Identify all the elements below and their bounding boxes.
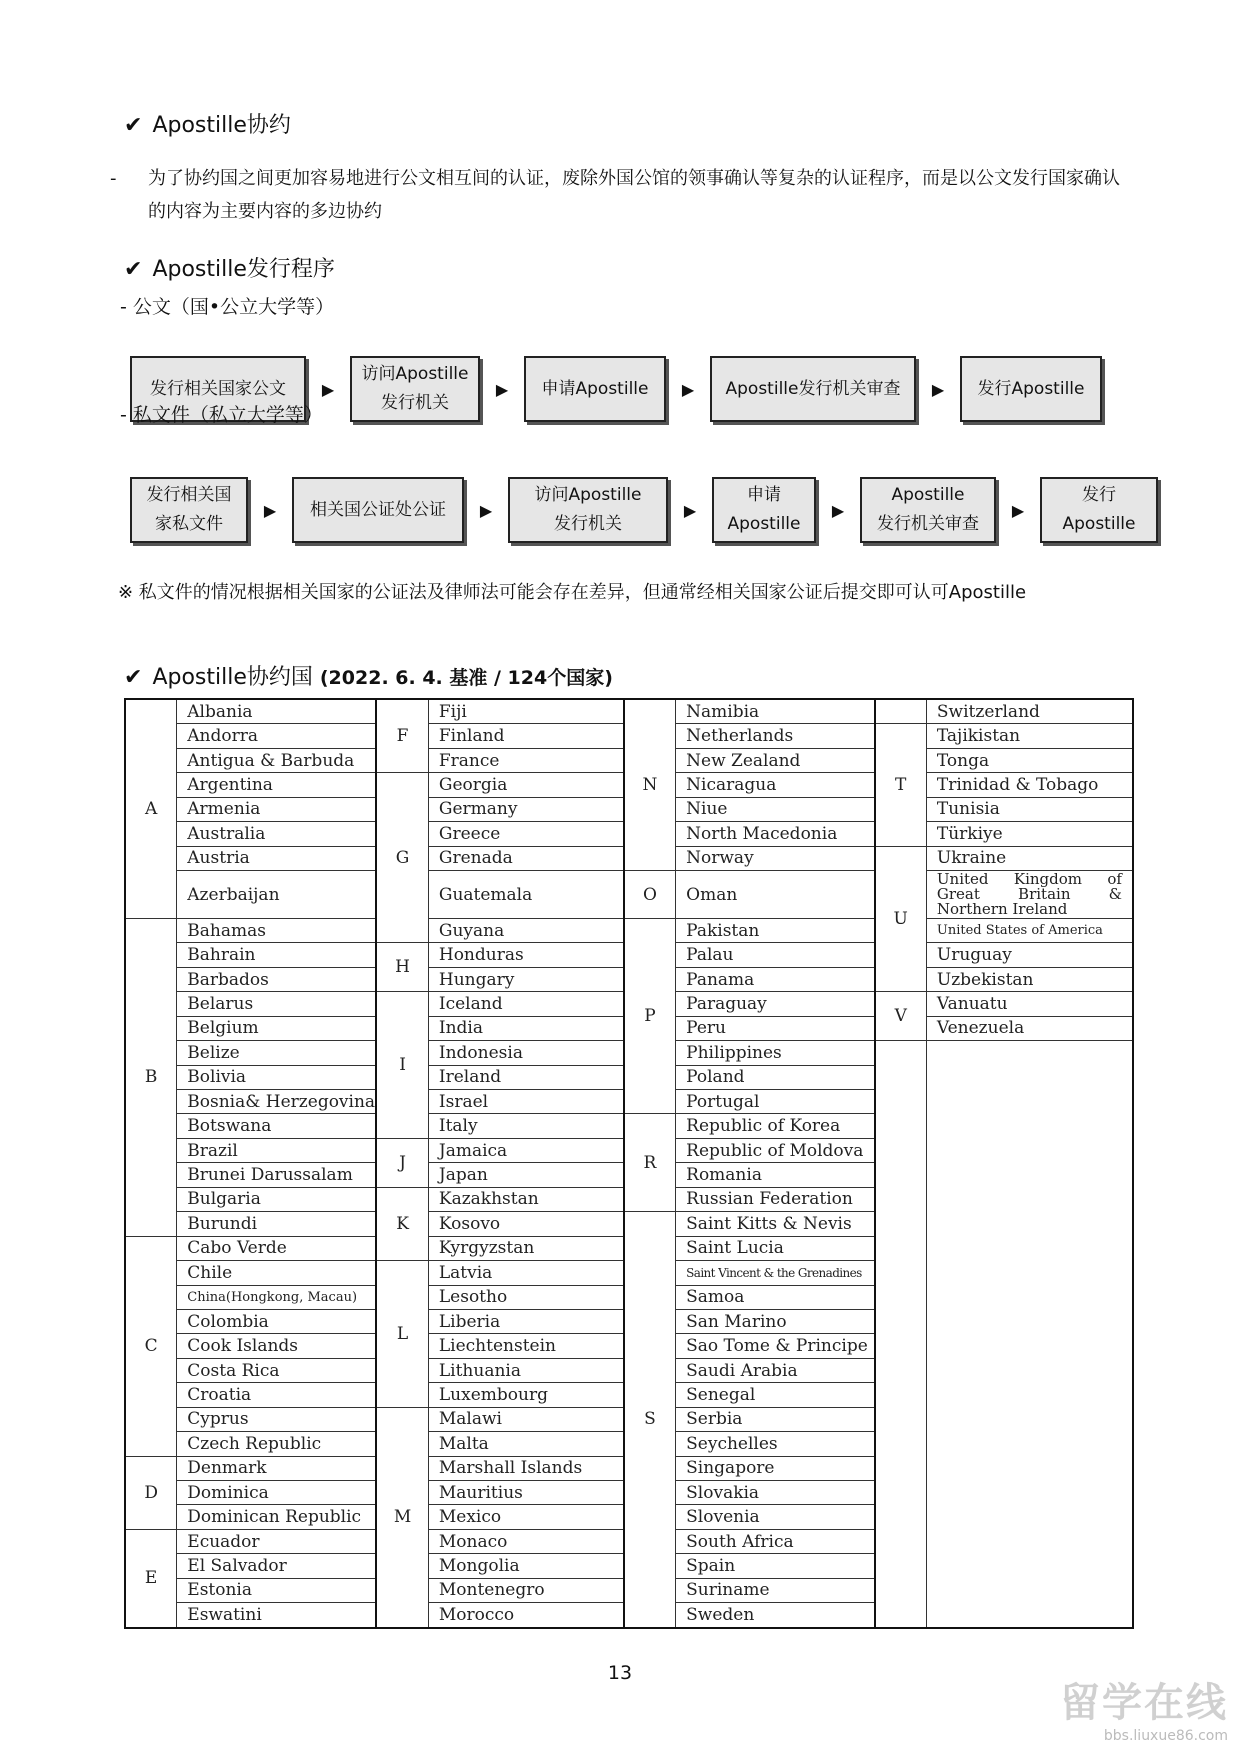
country-cell: Malta xyxy=(428,1432,623,1456)
letter-group-cell: K xyxy=(376,1187,428,1260)
country-cell: Tonga xyxy=(926,748,1133,772)
country-cell: India xyxy=(428,1016,623,1040)
flow-arrow-icon: ▶ xyxy=(683,500,697,520)
empty-cell xyxy=(926,1041,1133,1628)
country-cell: Philippines xyxy=(676,1041,875,1065)
country-cell: Antigua & Barbuda xyxy=(177,748,376,772)
country-cell: Grenada xyxy=(428,846,623,870)
country-cell: Namibia xyxy=(676,699,875,724)
country-cell: Netherlands xyxy=(676,724,875,748)
country-cell: Italy xyxy=(428,1114,623,1138)
country-cell: Oman xyxy=(676,871,875,919)
section-title: Apostille发行程序 xyxy=(152,257,335,282)
country-cell: Liechtenstein xyxy=(428,1334,623,1358)
letter-group-cell: N xyxy=(624,699,676,871)
country-cell: New Zealand xyxy=(676,748,875,772)
letter-group-cell: T xyxy=(875,724,927,846)
country-cell: Argentina xyxy=(177,773,376,797)
country-cell: Nicaragua xyxy=(676,773,875,797)
country-cell: Switzerland xyxy=(926,699,1133,724)
country-cell: Austria xyxy=(177,846,376,870)
country-cell: Spain xyxy=(676,1554,875,1578)
country-cell: Colombia xyxy=(177,1309,376,1333)
country-cell: Kazakhstan xyxy=(428,1187,623,1211)
country-cell: Peru xyxy=(676,1016,875,1040)
country-cell: Belize xyxy=(177,1041,376,1065)
letter-group-cell: D xyxy=(125,1456,177,1529)
country-cell: Seychelles xyxy=(676,1432,875,1456)
country-cell: Germany xyxy=(428,797,623,821)
private-doc-note: ※ 私文件的情况根据相关国家的公证法及律师法可能会存在差异，但通常经相关国家公证后提交即可认可Apostille xyxy=(118,582,1027,603)
country-cell: Honduras xyxy=(428,943,623,967)
country-cell: Saudi Arabia xyxy=(676,1358,875,1382)
country-cell: Mexico xyxy=(428,1505,623,1529)
country-cell: El Salvador xyxy=(177,1554,376,1578)
table-row xyxy=(125,918,1133,942)
section-heading-countries xyxy=(124,660,613,691)
country-cell: Venezuela xyxy=(926,1016,1133,1040)
country-cell: Saint Vincent & the Grenadines xyxy=(676,1261,875,1285)
check-icon: ✔ xyxy=(124,113,143,138)
country-cell: Montenegro xyxy=(428,1578,623,1602)
country-cell: Kosovo xyxy=(428,1212,623,1236)
letter-group-cell: M xyxy=(376,1407,428,1627)
country-cell: Ecuador xyxy=(177,1529,376,1553)
country-cell: Monaco xyxy=(428,1529,623,1553)
country-cell: Slovakia xyxy=(676,1481,875,1505)
letter-group-cell xyxy=(875,699,927,724)
country-cell: Croatia xyxy=(177,1383,376,1407)
country-cell: Trinidad & Tobago xyxy=(926,773,1133,797)
country-cell: Brazil xyxy=(177,1138,376,1162)
letter-group-cell: H xyxy=(376,943,428,992)
country-cell: Lithuania xyxy=(428,1358,623,1382)
country-cell: Mongolia xyxy=(428,1554,623,1578)
country-cell: Mauritius xyxy=(428,1481,623,1505)
country-cell: Liberia xyxy=(428,1309,623,1333)
country-cell: Ireland xyxy=(428,1065,623,1089)
letter-group-cell: G xyxy=(376,773,428,943)
country-cell: South Africa xyxy=(676,1529,875,1553)
country-cell: Türkiye xyxy=(926,822,1133,846)
letter-group-cell: S xyxy=(624,1212,676,1628)
country-cell: Lesotho xyxy=(428,1285,623,1309)
country-cell: Denmark xyxy=(177,1456,376,1480)
table-row xyxy=(125,699,1133,724)
flow-step-box: 发行 Apostille xyxy=(1040,477,1158,543)
flow-arrow-icon: ▶ xyxy=(1011,500,1025,520)
country-cell: Armenia xyxy=(177,797,376,821)
country-cell: Panama xyxy=(676,967,875,991)
flow-step-box: 发行相关国 家私文件 xyxy=(130,477,248,543)
letter-group-cell: L xyxy=(376,1261,428,1408)
country-cell: Cabo Verde xyxy=(177,1236,376,1260)
country-table xyxy=(124,698,1134,1629)
country-cell: Republic of Moldova xyxy=(676,1138,875,1162)
country-cell: Bahamas xyxy=(177,918,376,942)
country-cell: Eswatini xyxy=(177,1603,376,1628)
country-cell: Bosnia& Herzegovina xyxy=(177,1090,376,1114)
country-cell: Norway xyxy=(676,846,875,870)
letter-group-cell: A xyxy=(125,699,177,918)
letter-group-cell: R xyxy=(624,1114,676,1212)
country-cell: Fiji xyxy=(428,699,623,724)
country-cell: Israel xyxy=(428,1090,623,1114)
public-doc-label: - 公文（国•公立大学等） xyxy=(120,296,335,318)
country-cell: Pakistan xyxy=(676,918,875,942)
flow-arrow-icon: ▶ xyxy=(931,379,945,399)
letter-group-cell: J xyxy=(376,1138,428,1187)
country-cell: Uruguay xyxy=(926,943,1133,967)
country-cell: Brunei Darussalam xyxy=(177,1163,376,1187)
flow-step-box: 申请Apostille xyxy=(524,356,666,422)
intro-text: 为了协约国之间更加容易地进行公文相互间的认证，废除外国公馆的领事确认等复杂的认证程序，而是以公文发行国家确认的内容为主要内容的多边协约 xyxy=(148,168,1120,222)
country-cell: Tunisia xyxy=(926,797,1133,821)
country-cell: United States of America xyxy=(926,918,1133,942)
country-cell: Belgium xyxy=(177,1016,376,1040)
country-cell: Dominican Republic xyxy=(177,1505,376,1529)
country-cell: San Marino xyxy=(676,1309,875,1333)
country-cell: China(Hongkong, Macau) xyxy=(177,1285,376,1309)
check-icon: ✔ xyxy=(124,257,143,282)
country-cell: Romania xyxy=(676,1163,875,1187)
country-cell: Tajikistan xyxy=(926,724,1133,748)
section-title: Apostille协约国 xyxy=(152,665,313,690)
flow-step-box: 发行相关国家公文 xyxy=(130,356,306,422)
letter-group-cell: F xyxy=(376,699,428,773)
country-cell: Bahrain xyxy=(177,943,376,967)
country-cell: North Macedonia xyxy=(676,822,875,846)
country-cell: Azerbaijan xyxy=(177,871,376,919)
letter-group-cell: I xyxy=(376,992,428,1139)
country-cell: Bolivia xyxy=(177,1065,376,1089)
section-heading-procedure xyxy=(124,252,335,283)
bullet-dash: - xyxy=(110,168,117,189)
country-cell: Suriname xyxy=(676,1578,875,1602)
country-cell: Barbados xyxy=(177,967,376,991)
country-cell: Estonia xyxy=(177,1578,376,1602)
country-cell: Costa Rica xyxy=(177,1358,376,1382)
flow-arrow-icon: ▶ xyxy=(321,379,335,399)
country-cell: Jamaica xyxy=(428,1138,623,1162)
section-subtitle: (2022. 6. 4. 基准 / 124个国家) xyxy=(319,667,613,689)
country-cell: Sao Tome & Principe xyxy=(676,1334,875,1358)
country-cell: Niue xyxy=(676,797,875,821)
country-cell: Saint Kitts & Nevis xyxy=(676,1212,875,1236)
country-cell: Burundi xyxy=(177,1212,376,1236)
section-heading-apostille xyxy=(124,108,291,139)
country-cell: Palau xyxy=(676,943,875,967)
country-cell: Andorra xyxy=(177,724,376,748)
country-cell: United Kingdom of Great Britain & Northern Ireland xyxy=(926,871,1133,919)
country-cell: Guatemala xyxy=(428,871,623,919)
country-cell: Portugal xyxy=(676,1090,875,1114)
empty-cell xyxy=(875,1041,927,1628)
country-cell: Latvia xyxy=(428,1261,623,1285)
country-cell: Dominica xyxy=(177,1481,376,1505)
country-cell: France xyxy=(428,748,623,772)
watermark-logo: 留学在线 xyxy=(1060,1680,1228,1726)
country-cell: Luxembourg xyxy=(428,1383,623,1407)
flow-step-box: 发行Apostille xyxy=(960,356,1102,422)
flow-step-box: 相关国公证处公证 xyxy=(292,477,464,543)
watermark xyxy=(1060,1671,1228,1744)
flow-arrow-icon: ▶ xyxy=(495,379,509,399)
flow-arrow-icon: ▶ xyxy=(263,500,277,520)
country-cell: Georgia xyxy=(428,773,623,797)
country-cell: Republic of Korea xyxy=(676,1114,875,1138)
country-cell: Kyrgyzstan xyxy=(428,1236,623,1260)
country-cell: Russian Federation xyxy=(676,1187,875,1211)
watermark-url: bbs.liuxue86.com xyxy=(1103,1728,1228,1744)
country-cell: Botswana xyxy=(177,1114,376,1138)
country-cell: Samoa xyxy=(676,1285,875,1309)
flow-arrow-icon: ▶ xyxy=(479,500,493,520)
country-cell: Paraguay xyxy=(676,992,875,1016)
table-row xyxy=(125,871,1133,919)
country-cell: Slovenia xyxy=(676,1505,875,1529)
country-cell: Greece xyxy=(428,822,623,846)
country-cell: Cook Islands xyxy=(177,1334,376,1358)
country-cell: Malawi xyxy=(428,1407,623,1431)
letter-group-cell: P xyxy=(624,918,676,1114)
flow-step-box: Apostille发行机关审查 xyxy=(710,356,916,422)
flow-step-box: 申请 Apostille xyxy=(712,477,816,543)
private-doc-flow xyxy=(130,475,1158,545)
country-cell: Finland xyxy=(428,724,623,748)
country-cell: Singapore xyxy=(676,1456,875,1480)
country-cell: Marshall Islands xyxy=(428,1456,623,1480)
letter-group-cell: B xyxy=(125,918,177,1236)
country-cell: Poland xyxy=(676,1065,875,1089)
letter-group-cell: E xyxy=(125,1529,177,1627)
country-cell: Serbia xyxy=(676,1407,875,1431)
country-cell: Japan xyxy=(428,1163,623,1187)
country-cell: Chile xyxy=(177,1261,376,1285)
letter-group-cell: C xyxy=(125,1236,177,1456)
country-cell: Sweden xyxy=(676,1603,875,1628)
flow-arrow-icon: ▶ xyxy=(831,500,845,520)
country-cell: Saint Lucia xyxy=(676,1236,875,1260)
private-doc-label: - 私文件（私立大学等） xyxy=(120,404,323,426)
flow-step-box: 访问Apostille 发行机关 xyxy=(350,356,480,422)
country-cell: Ukraine xyxy=(926,846,1133,870)
country-cell: Cyprus xyxy=(177,1407,376,1431)
letter-group-cell: V xyxy=(875,992,927,1041)
country-cell: Bulgaria xyxy=(177,1187,376,1211)
country-cell: Guyana xyxy=(428,918,623,942)
letter-group-cell: U xyxy=(875,846,927,992)
country-cell: Czech Republic xyxy=(177,1432,376,1456)
country-cell: Indonesia xyxy=(428,1041,623,1065)
country-cell: Vanuatu xyxy=(926,992,1133,1016)
flow-step-box: Apostille 发行机关审查 xyxy=(860,477,996,543)
country-cell: Uzbekistan xyxy=(926,967,1133,991)
country-cell: Iceland xyxy=(428,992,623,1016)
letter-group-cell: O xyxy=(624,871,676,919)
country-cell: Morocco xyxy=(428,1603,623,1628)
intro-paragraph xyxy=(110,162,1130,228)
country-cell: Albania xyxy=(177,699,376,724)
page-number: 13 xyxy=(607,1662,633,1684)
country-cell: Belarus xyxy=(177,992,376,1016)
flow-arrow-icon: ▶ xyxy=(681,379,695,399)
section-title: Apostille协约 xyxy=(152,113,291,138)
check-icon: ✔ xyxy=(124,665,143,690)
country-cell: Senegal xyxy=(676,1383,875,1407)
flow-step-box: 访问Apostille 发行机关 xyxy=(508,477,668,543)
country-cell: Hungary xyxy=(428,967,623,991)
country-cell: Australia xyxy=(177,822,376,846)
